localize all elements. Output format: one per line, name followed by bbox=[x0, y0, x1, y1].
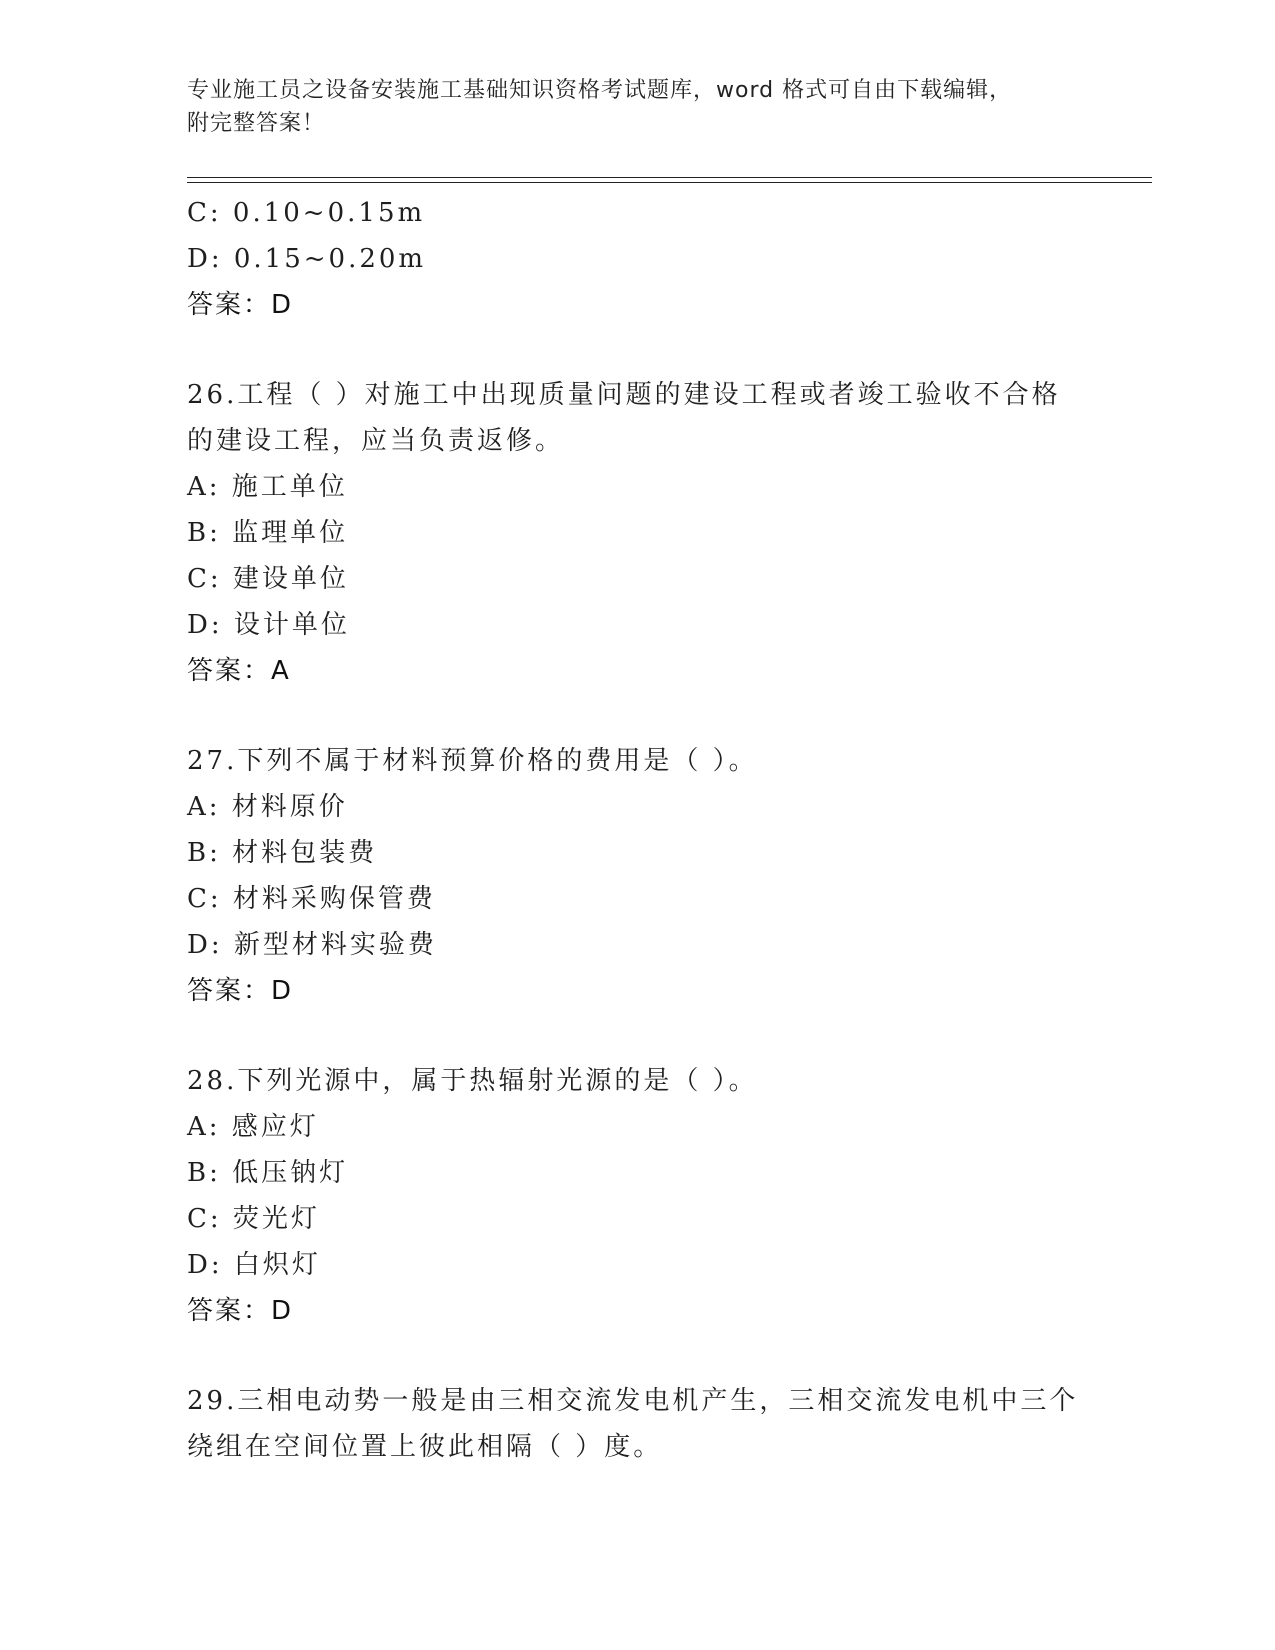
question-28 bbox=[187, 1058, 1117, 1334]
question-29 bbox=[187, 1378, 1117, 1470]
option-d: D: 白炽灯 bbox=[187, 1250, 321, 1280]
option-c: C: 0.10~0.15m bbox=[187, 198, 426, 228]
question-26 bbox=[187, 372, 1117, 694]
option-b: B: 低压钠灯 bbox=[187, 1158, 349, 1188]
answer-label: 答案：D bbox=[187, 1296, 294, 1326]
header-rule-bottom bbox=[187, 182, 1152, 183]
question-stem: 28.下列光源中，属于热辐射光源的是（ ）。 bbox=[187, 1066, 758, 1096]
option-d: D: 新型材料实验费 bbox=[187, 930, 437, 960]
header-rule-top bbox=[187, 177, 1152, 178]
option-c: C: 荧光灯 bbox=[187, 1204, 320, 1234]
option-c: C: 材料采购保管费 bbox=[187, 884, 436, 914]
option-c: C: 建设单位 bbox=[187, 564, 349, 594]
header-line-1: 专业施工员之设备安装施工基础知识资格考试题库，word 格式可自由下载编辑， bbox=[187, 78, 1013, 103]
option-d: D: 设计单位 bbox=[187, 610, 350, 640]
option-b: B: 监理单位 bbox=[187, 518, 349, 548]
answer-label: 答案：D bbox=[187, 976, 294, 1006]
answer-label: 答案：D bbox=[187, 290, 294, 320]
question-25-tail bbox=[187, 190, 1117, 328]
question-list bbox=[187, 190, 1117, 1470]
option-a: A: 施工单位 bbox=[187, 472, 348, 502]
question-stem: 27.下列不属于材料预算价格的费用是（ ）。 bbox=[187, 746, 758, 776]
option-a: A: 材料原价 bbox=[187, 792, 348, 822]
answer-label: 答案：A bbox=[187, 656, 291, 686]
question-stem: 26.工程（ ）对施工中出现质量问题的建设工程或者竣工验收不合格 bbox=[187, 380, 1061, 410]
option-a: A: 感应灯 bbox=[187, 1112, 319, 1142]
option-d: D: 0.15~0.20m bbox=[187, 244, 427, 274]
question-stem: 的建设工程，应当负责返修。 bbox=[187, 426, 565, 456]
question-stem: 绕组在空间位置上彼此相隔（ ）度。 bbox=[187, 1432, 663, 1462]
document-header bbox=[187, 74, 1087, 140]
question-27 bbox=[187, 738, 1117, 1014]
question-stem: 29.三相电动势一般是由三相交流发电机产生，三相交流发电机中三个 bbox=[187, 1386, 1079, 1416]
option-b: B: 材料包装费 bbox=[187, 838, 378, 868]
header-line-2: 附完整答案！ bbox=[187, 111, 326, 136]
